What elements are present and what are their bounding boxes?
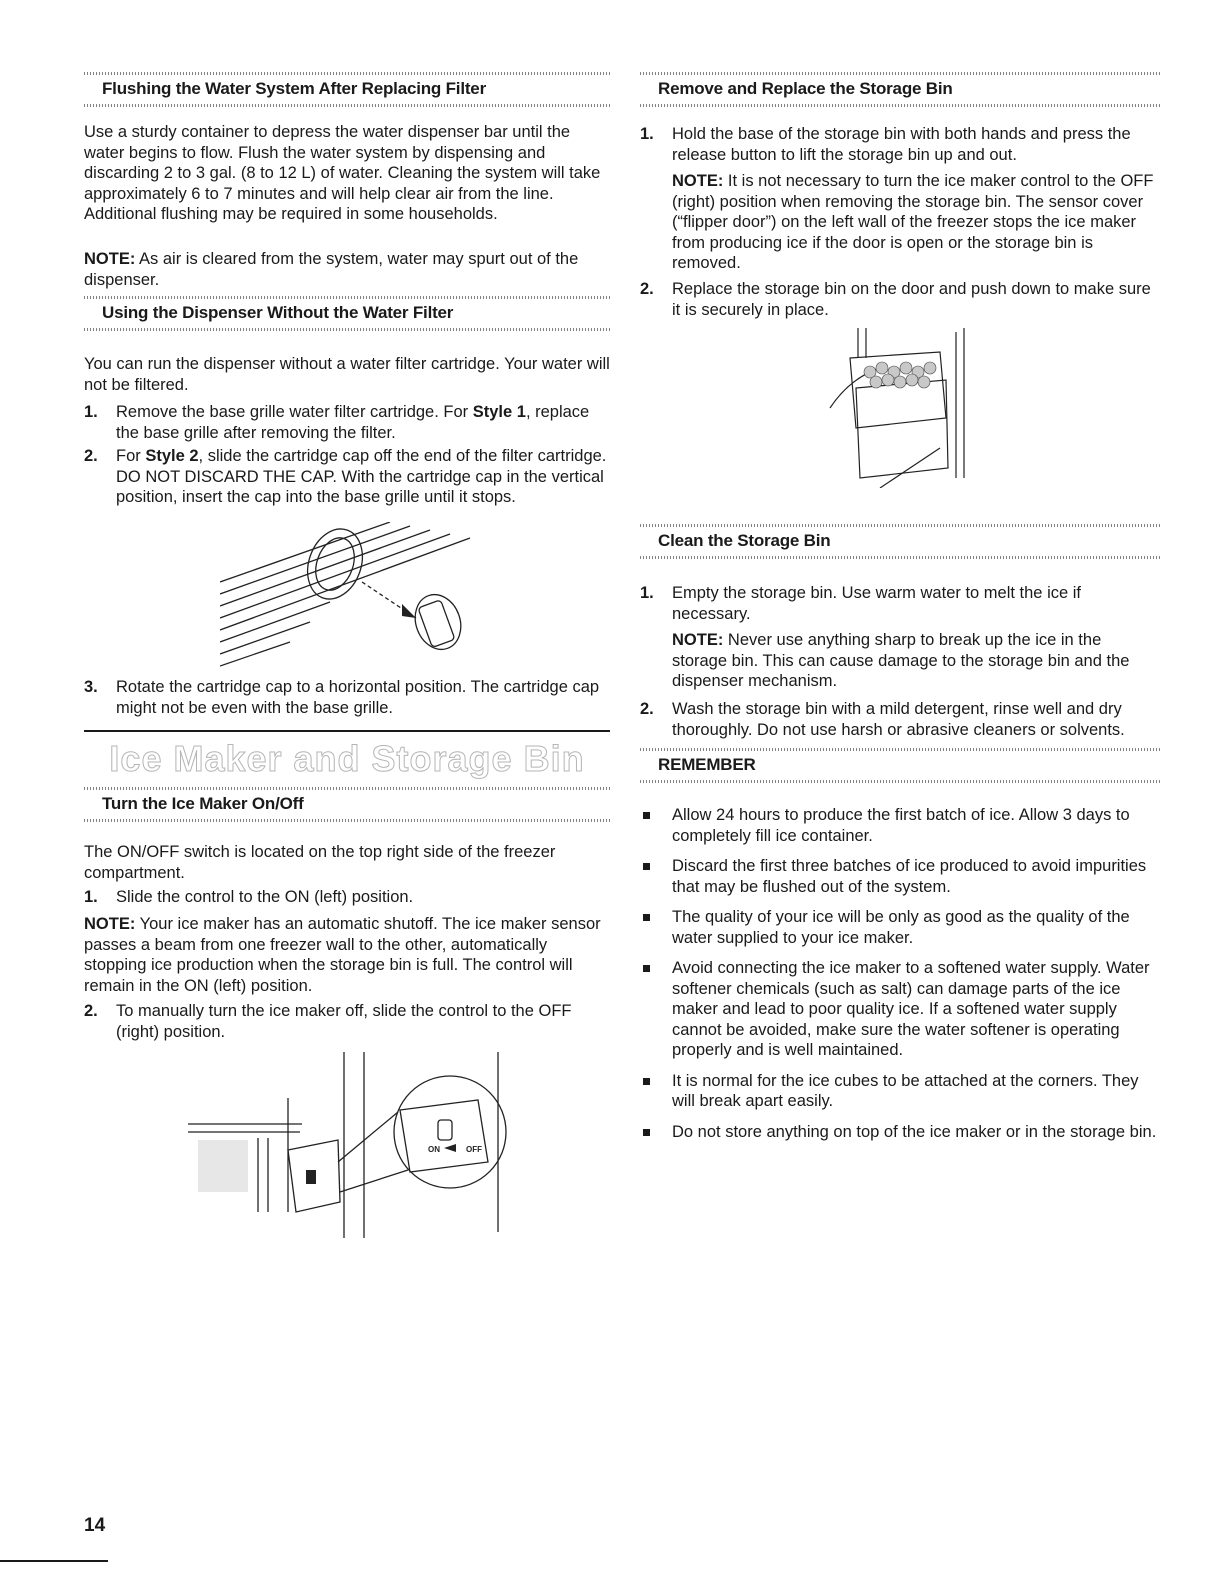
list-item-text: Discard the first three batches of ice produced to avoid impurities that may be flushed out of the system. (672, 857, 1147, 896)
step-text: Slide the control to the ON (left) position. (116, 888, 414, 906)
step-number: 2. (640, 700, 654, 718)
list-item-text: Do not store anything on top of the ice maker or in the storage bin. (672, 1122, 1157, 1141)
list-item-text: The quality of your ice will be only as good as the quality of the water supplied to your ice maker. (672, 908, 1130, 947)
step-text: , replace the base grille after removing the filter. (116, 403, 590, 442)
note-label: NOTE: (84, 250, 136, 268)
dispenser-heading: Using the Dispenser Without the Water Filter (102, 303, 454, 322)
flushing-section-header (84, 72, 610, 107)
step-number: 3. (84, 678, 98, 696)
icemaker-switch-illustration (188, 1052, 508, 1238)
remember-list (640, 805, 1160, 1142)
step-text: Rotate the cartridge cap to a horizontal position. The cartridge cap might not be even with the base grille. (116, 678, 600, 717)
clean-heading: Clean the Storage Bin (658, 531, 831, 550)
flushing-heading: Flushing the Water System After Replacing Filter (102, 79, 486, 98)
remove-step-2 (640, 279, 1160, 320)
step-number: 2. (84, 447, 98, 465)
step-text: Empty the storage bin. Use warm water to melt the ice if necessary. (672, 584, 1081, 623)
icemaker-step-1 (84, 887, 610, 908)
chapter-divider (84, 730, 610, 732)
list-item-text: It is normal for the ice cubes to be attached at the corners. They will break apart easily. (672, 1071, 1139, 1110)
step-number: 2. (640, 280, 654, 298)
list-item (640, 805, 1160, 846)
dispenser-section-header (84, 296, 610, 331)
list-item-text: Allow 24 hours to produce the first batch of ice. Allow 3 days to completely fill ice container. (672, 806, 1130, 845)
note-label: NOTE: (672, 172, 724, 190)
switch-off-label: OFF (466, 1145, 482, 1154)
list-item-text: Avoid connecting the ice maker to a softened water supply. Water softener chemicals (such as salt) can damage parts of the ice maker and lead to poor quality ice. If a softened water supply cannot be avoided, make sure the water softener is operating properly and is well maintained. (672, 959, 1150, 1059)
step-number: 1. (640, 125, 654, 143)
list-item (640, 1071, 1160, 1112)
dispenser-step-1 (84, 402, 610, 443)
icemaker-section-header (84, 787, 610, 822)
step-number: 1. (84, 403, 98, 421)
dispenser-intro: You can run the dispenser without a water filter cartridge. Your water will not be filtered. (84, 355, 610, 394)
icemaker-heading: Turn the Ice Maker On/Off (102, 794, 304, 813)
clean-step-1 (640, 583, 1160, 692)
step-text: , slide the cartridge cap off the end of the filter cartridge. DO NOT DISCARD THE CAP. With the cartridge cap in the vertical position, insert the cap into the base grille until it stops. (116, 447, 607, 506)
remove-step-1 (640, 124, 1160, 274)
step-text: Wash the storage bin with a mild detergent, rinse well and dry thoroughly. Do not use harsh or abrasive cleaners or solvents. (672, 700, 1125, 739)
remove-heading: Remove and Replace the Storage Bin (658, 79, 953, 98)
clean-section-header (640, 524, 1160, 559)
step-number: 1. (640, 584, 654, 602)
list-item (640, 958, 1160, 1061)
flushing-note (84, 249, 610, 290)
remember-heading: REMEMBER (658, 755, 756, 774)
note-text: As air is cleared from the system, water may spurt out of the dispenser. (84, 250, 579, 289)
dispenser-step-3 (84, 677, 610, 718)
icemaker-intro: The ON/OFF switch is located on the top right side of the freezer compartment. (84, 843, 556, 882)
remember-section-header (640, 748, 1160, 783)
note-text: Never use anything sharp to break up the ice in the storage bin. This can cause damage to the storage bin and the dispenser mechanism. (672, 631, 1130, 690)
step-number: 2. (84, 1002, 98, 1020)
dispenser-step-2 (84, 446, 610, 508)
style-label: Style 1 (472, 403, 526, 421)
icemaker-step-2 (84, 1001, 610, 1042)
switch-on-label: ON (428, 1145, 440, 1154)
step-text: For (116, 447, 146, 465)
clean-note (672, 630, 1160, 692)
icemaker-note (84, 914, 610, 996)
chapter-title: Ice Maker and Storage Bin (109, 738, 585, 779)
step-text: Hold the base of the storage bin with both hands and press the release button to lift the storage bin up and out. (672, 125, 1131, 164)
step-text: Remove the base grille water filter cartridge. For (116, 403, 473, 421)
note-label: NOTE: (84, 915, 136, 933)
step-number: 1. (84, 888, 98, 906)
footer-rule (0, 1560, 108, 1562)
list-item (640, 907, 1160, 948)
remove-note (672, 171, 1160, 274)
note-text: It is not necessary to turn the ice maker control to the OFF (right) position when removing the storage bin. The sensor cover (“flipper door”) on the left wall of the freezer stops the ice maker from producing ice if the door is open or the storage bin is removed. (672, 172, 1154, 272)
step-text: To manually turn the ice maker off, slide the control to the OFF (right) position. (116, 1002, 572, 1041)
flushing-body: Use a sturdy container to depress the water dispenser bar until the water begins to flow. Flush the water system by dispensing and discarding 2 to 3 gal. (8 to 12 L) of water. Cleaning the system will take approximately 6 to 7 minutes and will help clear air from the line. Additional flushing may be required in some households. (84, 123, 601, 223)
page-number: 14 (84, 1515, 106, 1536)
step-text: Replace the storage bin on the door and push down to make sure it is securely in place. (672, 280, 1151, 319)
style-label: Style 2 (145, 447, 199, 465)
list-item (640, 856, 1160, 897)
remove-section-header (640, 72, 1160, 107)
clean-step-2 (640, 699, 1160, 740)
list-item (640, 1122, 1160, 1143)
storage-bin-illustration (820, 328, 980, 488)
note-label: NOTE: (672, 631, 724, 649)
note-text: Your ice maker has an automatic shutoff. The ice maker sensor passes a beam from one freezer wall to the other, automatically stopping ice production when the storage bin is full. The control will remain in the ON (left) position. (84, 915, 601, 995)
filter-cap-illustration (220, 522, 480, 672)
